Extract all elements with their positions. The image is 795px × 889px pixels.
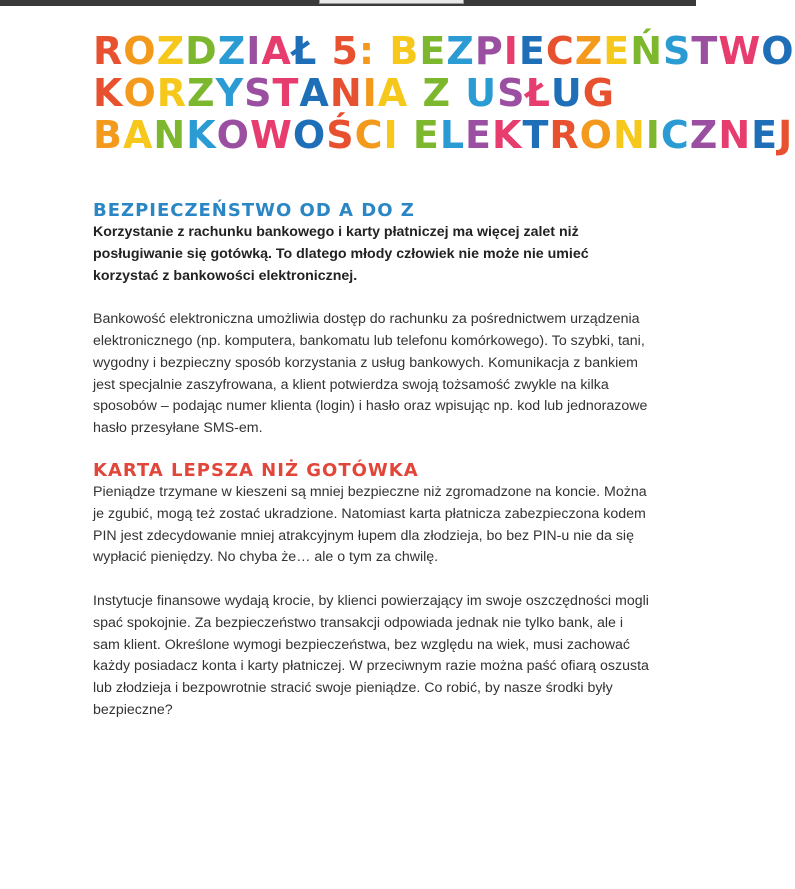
chapter-title-letter: A bbox=[377, 71, 409, 115]
chapter-title-letter: N bbox=[329, 71, 363, 115]
section1-lead-paragraph: Korzystanie z rachunku bankowego i karty płatniczej ma więcej zalet niż posługiwanie się gotówką. To dlatego młody człowiek nie może nie umieć korzystać z bankowości elektronicznej. bbox=[93, 224, 589, 284]
chapter-title-letter: K bbox=[93, 71, 124, 115]
chapter-title-letter: G bbox=[582, 71, 615, 115]
chapter-title-letter bbox=[375, 30, 389, 72]
chapter-title-line-1 bbox=[93, 29, 795, 73]
chapter-title-letter: U bbox=[550, 71, 583, 115]
chapter-title-letter: S bbox=[663, 29, 692, 73]
chapter-title-letter: N bbox=[612, 113, 646, 157]
chapter-title-letter: 5 bbox=[331, 29, 359, 73]
chapter-title-letter: Z bbox=[156, 29, 186, 73]
chapter-title-letter: Z bbox=[187, 71, 216, 115]
chapter-title-letter: Z bbox=[217, 29, 247, 73]
document-page bbox=[93, 29, 795, 722]
chapter-title-letter: C bbox=[545, 29, 575, 73]
chapter-title-letter: E bbox=[419, 29, 447, 73]
chapter-title-letter: K bbox=[186, 113, 217, 157]
chapter-title-letter: O bbox=[292, 113, 327, 157]
chapter-title-letter: Ś bbox=[326, 113, 355, 157]
chapter-title-letter: L bbox=[439, 113, 466, 157]
chapter-title-letter: W bbox=[718, 29, 762, 73]
chapter-title-letter: O bbox=[123, 29, 157, 73]
chapter-title-letter: R bbox=[156, 71, 188, 115]
chapter-title-letter: O bbox=[579, 113, 613, 157]
chapter-title-letter: K bbox=[492, 113, 523, 157]
chapter-title-letter bbox=[317, 30, 331, 72]
chapter-title-letter: A bbox=[261, 29, 292, 73]
window-top-bar bbox=[0, 0, 696, 6]
chapter-title-letter: A bbox=[122, 113, 154, 157]
chapter-title-letter: Z bbox=[422, 71, 452, 115]
section-title-security-a-to-z: BEZPIECZEŃSTWO OD A DO Z bbox=[93, 200, 415, 221]
chapter-title-letter: Ł bbox=[291, 29, 318, 73]
chapter-title-letter bbox=[451, 72, 465, 114]
chapter-title-letter bbox=[399, 114, 413, 156]
chapter-title-letter: E bbox=[751, 113, 779, 157]
top-tab-handle[interactable] bbox=[319, 0, 464, 4]
chapter-title-letter: I bbox=[383, 113, 399, 157]
section-title-card-better-than-cash: KARTA LEPSZA NIŻ GOTÓWKA bbox=[93, 459, 419, 481]
chapter-title-letter: U bbox=[465, 71, 498, 115]
chapter-title-letter: S bbox=[244, 71, 273, 115]
chapter-title-letter: Z bbox=[689, 113, 719, 157]
chapter-title-letter: N bbox=[718, 113, 752, 157]
chapter-title-letter: Ń bbox=[630, 29, 664, 73]
chapter-title-letter: O bbox=[216, 113, 250, 157]
chapter-title-letter: B bbox=[93, 113, 123, 157]
chapter-title-letter: C bbox=[660, 113, 690, 157]
chapter-title-letter: E bbox=[465, 113, 492, 157]
chapter-title-letter: Y bbox=[215, 71, 245, 115]
chapter-title-letter: J bbox=[778, 113, 794, 157]
section2-paragraph-2: Instytucje finansowe wydają krocie, by klienci powierzający im swoje oszczędności mogli spać spokojnie. Za bezpieczeństwo transakcji odpowiada jednak nie tylko bank, ale i sam klient. Określone wymogi bezpieczeństwa, bez względu na wiek, musi zachować każdy posiadacz konta i karty płatniczej. W przeciwnym razie można paść ofiarą oszusta lub złodzieja i bezpowrotnie stracić swoje pieniądze. Co robić, by nasze środki były bezpieczne? bbox=[93, 592, 649, 718]
chapter-title-line-3 bbox=[93, 113, 794, 157]
chapter-title-letter: I bbox=[246, 29, 262, 73]
chapter-title-letter: P bbox=[474, 29, 504, 73]
chapter-title-letter: R bbox=[93, 29, 124, 73]
chapter-title-letter: W bbox=[249, 113, 293, 157]
chapter-title-letter: Z bbox=[446, 29, 475, 73]
chapter-title-letter: T bbox=[691, 29, 719, 73]
chapter-title-letter: Ł bbox=[525, 71, 551, 115]
chapter-title-letter: I bbox=[645, 113, 661, 157]
chapter-title-letter: O bbox=[761, 29, 795, 73]
section1-body-paragraph: Bankowość elektroniczna umożliwia dostęp do rachunku za pośrednictwem urządzenia elektronicznego (np. komputera, bankomatu lub telefonu komórkowego). To szybki, tani, wygodny i bezpieczny sposób korzystania z usług bankowych. Komunikacja z bankiem jest specjalnie zaszyfrowana, a klient potwierdza swoją tożsamość zwykle na kilka sposobów – podając numer klienta (login) i hasło oraz wpisując np. kod lub jednorazowe hasło przesyłane SMS-em. bbox=[93, 311, 648, 437]
chapter-title-letter: Z bbox=[574, 29, 604, 73]
chapter-title-letter: O bbox=[123, 71, 157, 115]
chapter-title-letter: : bbox=[358, 29, 376, 73]
chapter-title-line-2 bbox=[93, 72, 633, 114]
chapter-title-letter: E bbox=[603, 29, 631, 73]
chapter-title-letter: R bbox=[549, 113, 580, 157]
chapter-title-letter: D bbox=[185, 29, 218, 73]
chapter-title-letter: B bbox=[389, 29, 420, 73]
chapter-title-letter: I bbox=[362, 71, 378, 115]
chapter-title-letter: C bbox=[354, 113, 384, 157]
chapter-title-letter: I bbox=[503, 29, 519, 73]
chapter-title-letter: E bbox=[412, 113, 440, 157]
chapter-title-letter bbox=[408, 72, 422, 114]
chapter-title bbox=[93, 29, 795, 157]
chapter-title-letter: T bbox=[272, 71, 300, 115]
chapter-title-letter: S bbox=[497, 71, 526, 115]
chapter-title-letter: E bbox=[518, 29, 546, 73]
chapter-title-letter: N bbox=[153, 113, 187, 157]
chapter-title-letter: T bbox=[522, 113, 550, 157]
chapter-title-letter: A bbox=[299, 71, 330, 115]
section2-paragraph-1: Pieniądze trzymane w kieszeni są mniej bezpieczne niż zgromadzone na koncie. Można je zgubić, mogą też zostać ukradzione. Natomiast karta płatnicza zabezpieczona kodem PIN jest zdecydowanie mniej atrakcyjnym łupem dla złodzieja, bo bez PIN-u nie da się wypłacić pieniędzy. No chyba że… ale o tym za chwilę. bbox=[93, 483, 647, 566]
